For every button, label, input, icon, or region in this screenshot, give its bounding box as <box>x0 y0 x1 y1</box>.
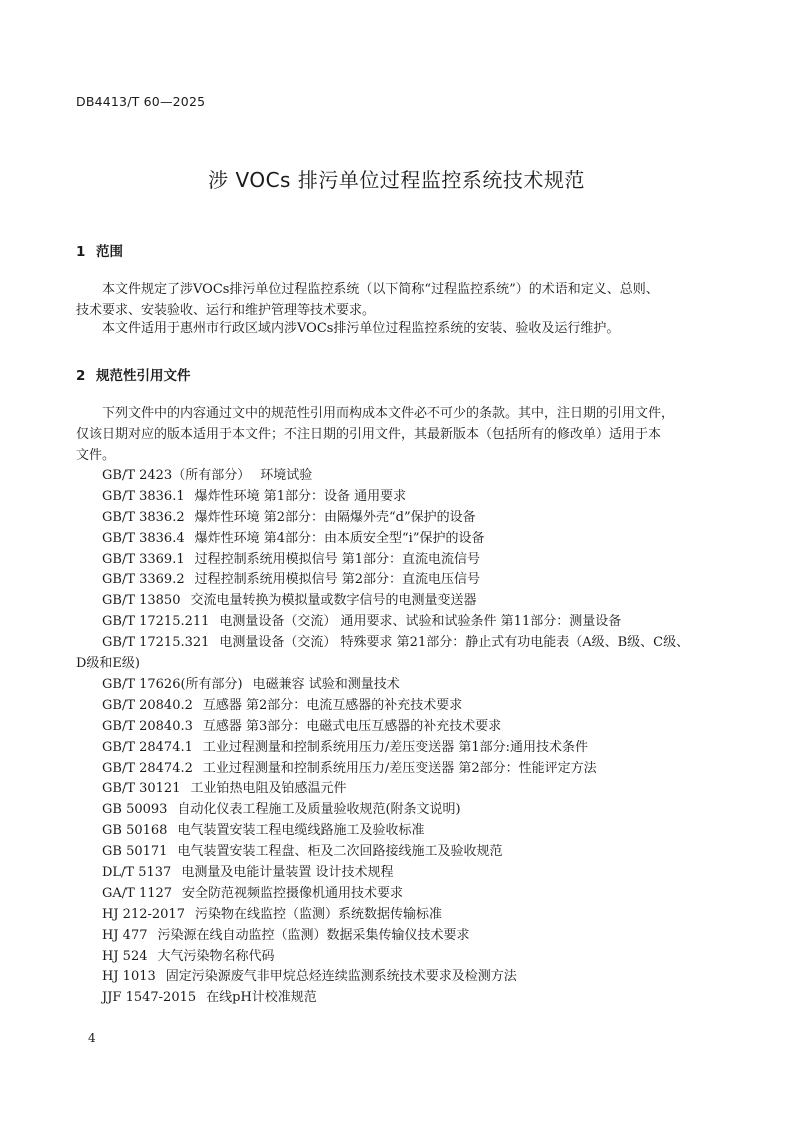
reference-code: GB/T 20840.3 <box>102 718 193 734</box>
reference-code: GB/T 3836.1 <box>102 488 185 504</box>
reference-title: 电气装置安装工程电缆线路施工及验收标准 <box>177 823 425 839</box>
reference-item <box>76 591 716 612</box>
reference-code: GB 50171 <box>102 844 168 860</box>
reference-title: 爆炸性环境 第4部分：由本质安全型“i”保护的设备 <box>194 530 485 546</box>
section-1-number: 1 <box>76 244 86 260</box>
reference-code: JJF 1547-2015 <box>102 990 197 1006</box>
scope-paragraph-2 <box>76 318 710 339</box>
reference-code: HJ 212-2017 <box>102 906 185 922</box>
reference-item <box>76 570 716 591</box>
section-2-heading <box>76 364 191 384</box>
reference-item <box>76 905 716 926</box>
reference-code: GB/T 28474.1 <box>102 739 193 755</box>
reference-item <box>76 988 716 1009</box>
reference-code: GB/T 2423（所有部分） <box>102 468 251 483</box>
page-number: 4 <box>88 1031 96 1045</box>
references-intro-paragraph <box>76 403 710 466</box>
reference-title: 电测量设备（交流） 特殊要求 第21部分：静止式有功电能表（A级、B级、C级、 <box>219 635 690 651</box>
reference-item <box>76 633 716 675</box>
reference-item <box>76 926 716 947</box>
reference-item <box>76 717 716 738</box>
reference-item <box>76 738 716 759</box>
reference-item <box>76 800 716 821</box>
reference-code: GB/T 28474.2 <box>102 760 193 776</box>
references-intro-line-3: 文件。 <box>76 448 116 463</box>
references-intro-line-1: 下列文件中的内容通过文中的规范性引用而构成本文件必不可少的条款。其中，注日期的引用文件， <box>102 406 675 421</box>
reference-title: 在线pH计校准规范 <box>206 990 317 1006</box>
reference-code: GB 50093 <box>102 802 168 818</box>
reference-title: 电气装置安装工程盘、柜及二次回路接线施工及验收规范 <box>177 844 503 860</box>
reference-title: 电测量设备（交流） 通用要求、试验和试验条件 第11部分：测量设备 <box>219 614 622 630</box>
reference-title: 工业过程测量和控制系统用压力/差压变送器 第1部分:通用技术条件 <box>202 739 589 755</box>
reference-item <box>76 487 716 508</box>
scope-paragraph-2-text: 本文件适用于惠州市行政区域内涉VOCs排污单位过程监控系统的安装、验收及运行维护。 <box>102 321 620 336</box>
reference-item <box>76 947 716 968</box>
reference-title: 污染物在线监控（监测）系统数据传输标准 <box>194 906 442 922</box>
reference-item <box>76 466 716 487</box>
document-title: 涉 VOCs 排污单位过程监控系统技术规范 <box>208 168 585 192</box>
reference-item <box>76 696 716 717</box>
scope-paragraph-1-line-2: 技术要求、安装验收、运行和维护管理等技术要求。 <box>76 303 376 318</box>
reference-code: GB/T 30121 <box>102 781 181 797</box>
reference-title: 环境试验 <box>260 468 313 483</box>
scope-paragraph-1 <box>76 279 710 321</box>
reference-title: 互感器 第3部分：电磁式电压互感器的补充技术要求 <box>202 718 502 734</box>
reference-code: GB/T 17626(所有部分) <box>102 676 243 692</box>
reference-title: 过程控制系统用模拟信号 第1部分：直流电流信号 <box>194 551 481 567</box>
reference-item <box>76 863 716 884</box>
section-2-title: 规范性引用文件 <box>96 368 191 384</box>
reference-code: GB/T 13850 <box>102 593 181 609</box>
reference-code: GB 50168 <box>102 823 168 839</box>
normative-references-list <box>76 466 716 1009</box>
reference-item <box>76 550 716 571</box>
reference-item <box>76 529 716 550</box>
reference-title: 电磁兼容 试验和测量技术 <box>252 676 400 692</box>
reference-title: 工业铂热电阻及铂感温元件 <box>190 781 347 797</box>
reference-title: 互感器 第2部分：电流互感器的补充技术要求 <box>202 697 463 713</box>
reference-title: 交流电量转换为模拟量或数字信号的电测量变送器 <box>190 593 477 609</box>
reference-item <box>76 779 716 800</box>
reference-title: 安全防范视频监控摄像机通用技术要求 <box>182 885 404 901</box>
reference-title: 爆炸性环境 第1部分：设备 通用要求 <box>194 488 407 504</box>
reference-code: GB/T 3836.2 <box>102 509 185 525</box>
reference-title: 自动化仪表工程施工及质量验收规范(附条文说明) <box>177 802 461 818</box>
reference-title: 工业过程测量和控制系统用压力/差压变送器 第2部分：性能评定方法 <box>202 760 597 776</box>
reference-code: HJ 477 <box>102 927 148 943</box>
section-1-heading <box>76 240 123 260</box>
reference-item <box>76 842 716 863</box>
reference-item <box>76 508 716 529</box>
section-2-number: 2 <box>76 368 86 384</box>
reference-item <box>76 821 716 842</box>
document-code: DB4413/T 60—2025 <box>76 94 206 109</box>
section-1-title: 范围 <box>96 244 123 260</box>
reference-title: 过程控制系统用模拟信号 第2部分：直流电压信号 <box>194 572 481 588</box>
reference-code: GB/T 3836.4 <box>102 530 185 546</box>
reference-code: HJ 524 <box>102 948 148 964</box>
reference-title: 爆炸性环境 第2部分：由隔爆外壳“d”保护的设备 <box>194 509 476 525</box>
reference-code: DL/T 5137 <box>102 864 172 880</box>
reference-item <box>76 675 716 696</box>
reference-code: GB/T 17215.211 <box>102 614 210 630</box>
reference-item <box>76 612 716 633</box>
reference-code: GB/T 3369.2 <box>102 572 185 588</box>
reference-item <box>76 967 716 988</box>
reference-code: GB/T 3369.1 <box>102 551 185 567</box>
reference-title-continued: D级和E级) <box>76 656 140 672</box>
reference-title: 大气污染物名称代码 <box>157 948 275 964</box>
reference-title: 电测量及电能计量装置 设计技术规程 <box>181 864 394 880</box>
reference-code: GB/T 17215.321 <box>102 635 210 651</box>
reference-code: GA/T 1127 <box>102 885 173 901</box>
reference-title: 固定污染源废气非甲烷总烃连续监测系统技术要求及检测方法 <box>165 969 517 985</box>
reference-title: 污染源在线自动监控（监测）数据采集传输仪技术要求 <box>157 927 470 943</box>
reference-code: GB/T 20840.2 <box>102 697 193 713</box>
scope-paragraph-1-line-1: 本文件规定了涉VOCs排污单位过程监控系统（以下简称“过程监控系统”）的术语和定义、总则、 <box>102 282 659 297</box>
references-intro-line-2: 仅该日期对应的版本适用于本文件；不注日期的引用文件，其最新版本（包括所有的修改单）适用于本 <box>76 427 662 442</box>
reference-code: HJ 1013 <box>102 969 156 985</box>
reference-item <box>76 759 716 780</box>
reference-item <box>76 884 716 905</box>
